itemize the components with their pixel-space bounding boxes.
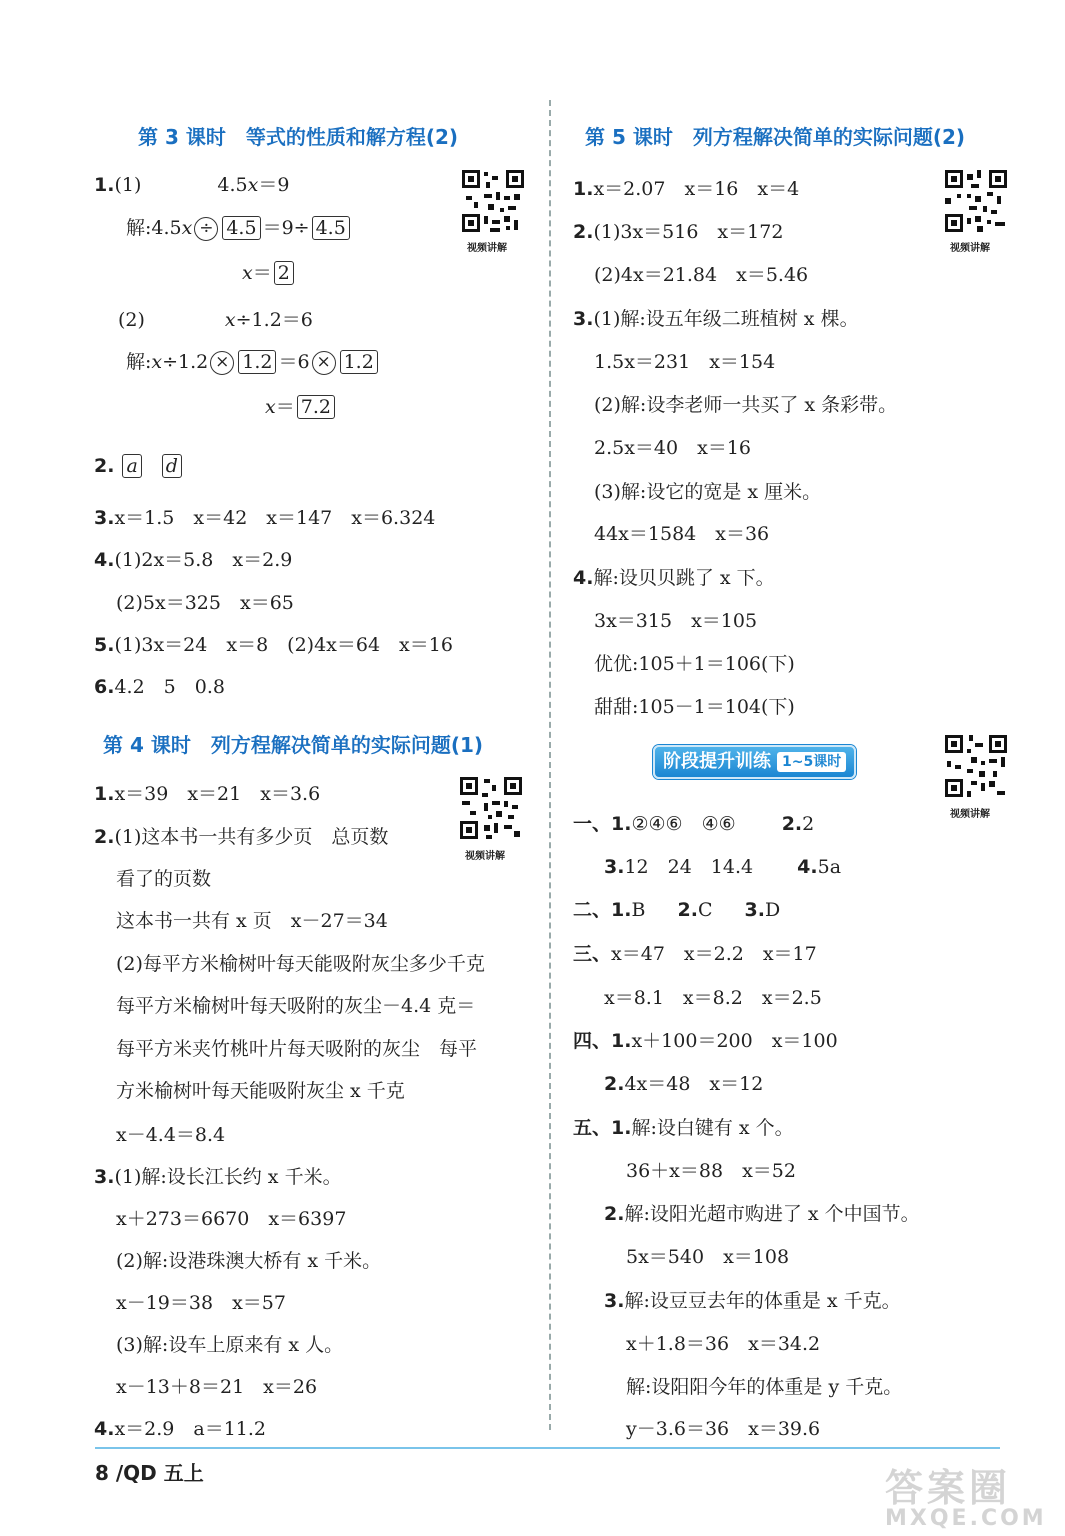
l4-q2-line7: 方米榆树叶每天能吸附灰尘 x 千克 <box>116 1080 405 1102</box>
qr-label: 视频讲解 <box>950 809 990 820</box>
q1-part2-result: x＝ 7.2 <box>265 394 337 420</box>
page-footer: 8 /QD 五上 <box>95 1461 204 1485</box>
watermark: 答案圈 MXQE.COM <box>885 1466 1047 1531</box>
part4-line2: 2.4x＝48 x＝12 <box>604 1073 764 1095</box>
q3-answer: 3.x＝1.5 x＝42 x＝147 x＝6.324 <box>94 507 436 529</box>
part3-line2: x＝8.1 x＝8.2 x＝2.5 <box>604 987 822 1009</box>
l5-q1-answer: 1.x＝2.07 x＝16 x＝4 <box>573 178 800 200</box>
l4-q2-line8: x－4.4＝8.4 <box>116 1124 226 1146</box>
l5-q3-line1: 3.(1)解:设五年级二班植树 x 棵。 <box>573 308 859 330</box>
part2-line: 二、1.B 2.C 3.D <box>573 899 781 921</box>
l4-q3-line2: x＋273＝6670 x＝6397 <box>116 1208 347 1230</box>
q1-part1-equation: 1.(1) 4.5x＝9 <box>94 174 290 196</box>
l4-q3-line1: 3.(1)解:设长江长约 x 千米。 <box>94 1166 342 1188</box>
q1-part2-solution: 解:x÷1.2 × 1.2 ＝6 × 1.2 <box>126 349 380 375</box>
qr-label: 视频讲解 <box>467 243 507 254</box>
q6-answer: 6.4.2 5 0.8 <box>94 676 225 698</box>
qr-label: 视频讲解 <box>465 851 505 862</box>
l4-q2-line2: 看了的页数 <box>116 868 212 890</box>
l5-q4-line2: 3x＝315 x＝105 <box>594 610 758 632</box>
part4-line1: 四、1.x＋100＝200 x＝100 <box>573 1030 838 1052</box>
l4-q3-line4: x－19＝38 x＝57 <box>116 1292 286 1314</box>
part5-line4: 5x＝540 x＝108 <box>626 1246 790 1268</box>
part5-line1: 五、1.解:设白键有 x 个。 <box>573 1117 794 1139</box>
l5-q2-line2: (2)4x＝21.84 x＝5.46 <box>594 264 809 286</box>
section-title-lesson3: 第 3 课时 等式的性质和解方程(2) <box>138 125 459 149</box>
footer-rule <box>95 1447 1000 1449</box>
qr-code-icon[interactable] <box>458 775 524 841</box>
l5-q3-line5: (3)解:设它的宽是 x 厘米。 <box>594 481 822 503</box>
l5-q3-line6: 44x＝1584 x＝36 <box>594 523 770 545</box>
q1-part2-equation: (2) x÷1.2＝6 <box>118 309 313 331</box>
qr-label: 视频讲解 <box>950 243 990 254</box>
l5-q2-line1: 2.(1)3x＝516 x＝172 <box>573 221 784 243</box>
l4-q2-line6: 每平方米夹竹桃叶片每天吸附的灰尘 每平 <box>116 1038 478 1060</box>
l4-q3-line6: x－13＋8＝21 x＝26 <box>116 1376 318 1398</box>
l4-q2-line3: 这本书一共有 x 页 x－27＝34 <box>116 910 388 932</box>
part5-line2: 36＋x＝88 x＝52 <box>626 1160 796 1182</box>
qr-code-icon[interactable] <box>943 733 1009 799</box>
section-title-lesson5: 第 5 课时 列方程解决简单的实际问题(2) <box>585 125 966 149</box>
q4-answer-2: (2)5x＝325 x＝65 <box>116 592 294 614</box>
q1-part1-solution: 解:4.5x ÷ 4.5 ＝9÷ 4.5 <box>126 215 352 241</box>
l5-q3-line3: (2)解:设李老师一共买了 x 条彩带。 <box>594 394 898 416</box>
section-title-lesson4: 第 4 课时 列方程解决简单的实际问题(1) <box>103 733 484 757</box>
l5-q4-line3: 优优:105＋1＝106(下) <box>594 653 795 675</box>
column-divider <box>549 100 551 1430</box>
l5-q4-line1: 4.解:设贝贝跳了 x 下。 <box>573 567 775 589</box>
l5-q3-line2: 1.5x＝231 x＝154 <box>594 351 776 373</box>
stage-training-badge: 阶段提升训练 1~5课时 <box>653 745 856 779</box>
q5-answer: 5.(1)3x＝24 x＝8 (2)4x＝64 x＝16 <box>94 634 453 656</box>
q2-answer: 2. a d <box>94 453 184 479</box>
l5-q4-line4: 甜甜:105－1＝104(下) <box>594 696 795 718</box>
l4-q2-line1: 2.(1)这本书一共有多少页 总页数 <box>94 826 389 848</box>
q1-part1-result: x＝ 2 <box>242 260 296 286</box>
l4-q2-line5: 每平方米榆树叶每天吸附的灰尘－4.4 克＝ <box>116 995 476 1017</box>
l4-q4-answer: 4.x＝2.9 a＝11.2 <box>94 1418 267 1440</box>
l5-q3-line4: 2.5x＝40 x＝16 <box>594 437 752 459</box>
q4-answer-1: 4.(1)2x＝5.8 x＝2.9 <box>94 549 293 571</box>
part5-line6: x＋1.8＝36 x＝34.2 <box>626 1333 821 1355</box>
part3-line1: 三、x＝47 x＝2.2 x＝17 <box>573 943 817 965</box>
part1-line2: 3.12 24 14.4 4.5a <box>604 856 842 878</box>
l4-q2-line4: (2)每平方米榆树叶每天能吸附灰尘多少千克 <box>116 953 485 975</box>
l4-q3-line5: (3)解:设车上原来有 x 人。 <box>116 1334 344 1356</box>
part1-line1: 一、1.②④⑥ ④⑥ 2.2 <box>573 813 815 835</box>
part5-line5: 3.解:设豆豆去年的体重是 x 千克。 <box>604 1290 901 1312</box>
qr-code-icon[interactable] <box>943 168 1009 234</box>
part5-line3: 2.解:设阳光超市购进了 x 个中国节。 <box>604 1203 920 1225</box>
l4-q3-line3: (2)解:设港珠澳大桥有 x 千米。 <box>116 1250 382 1272</box>
l4-q1-answer: 1.x＝39 x＝21 x＝3.6 <box>94 783 321 805</box>
qr-code-icon[interactable] <box>460 168 526 234</box>
part5-line8: y－3.6＝36 x＝39.6 <box>626 1418 821 1440</box>
part5-line7: 解:设阳阳今年的体重是 y 千克。 <box>626 1376 903 1398</box>
